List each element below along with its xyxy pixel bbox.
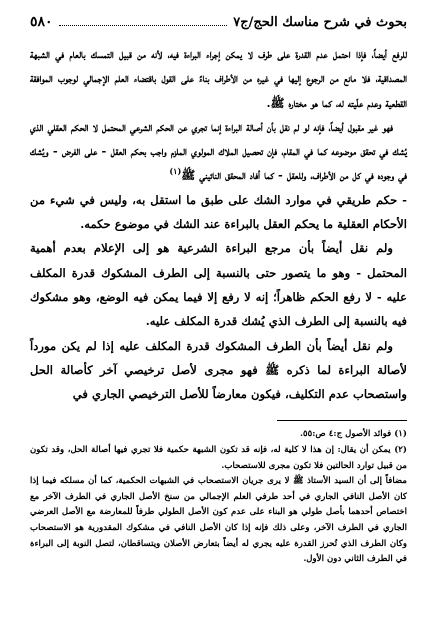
paragraph-5 [30, 334, 407, 407]
running-title: بحوث في شرح مناسك الحج/ج٧ [233, 15, 407, 30]
paragraph-4: ولم نقل أيضاً بأن مرجع البراءة الشرعية هو إلى الإعلام بعدم أهمية المحتمل - وهو ما يتصور حتى بالنسبة إلى الطرف المشكوك قدرة المكلف عليه - لا رفع الحكم ظاهراً؛ إنه لا رفع إلا فيما يمكن فيه الوضع، وهو مشكوك فيه بالنسبة إلى الطرف الذي يُشك قدرة المكلف عليه. [30, 241, 407, 329]
paragraph-5-text: ولم نقل أيضاً بأن الطرف المشكوك قدرة المكلف عليه إذا لم يكن مورداً لأصالة البراءة لما ذكره ﷺ فهو مجرى لأصل ترخيصي آخر كأصالة الحل واستصحاب عدم التكليف، فيكون معارضاً للأصل الترخيصي الجاري في [30, 338, 407, 402]
main-text [30, 42, 407, 406]
footnotes [30, 427, 407, 567]
footnote-1: (١) فوائد الأصول ج:٤ ص:٥٥. [300, 429, 407, 440]
paragraph-2-text: فهو غير مقبول أيضاً، فإنه لو لم نقل بأن أصالة البراءة إنما تجري عن الحكم الشرعي المحتمل لا الحكم العقلي الذي يُشك في تحقق موضوعه كما في المقام، فإن تحصيل الملاك المولوي الملزم واجب بحكم العقل - على الفرض - ويُشك في وجوده في كل من الأطراف، وللعقل - كما أفاد المحقق النائيني ﷺ [30, 119, 407, 183]
page-header [30, 14, 407, 34]
paragraph-3: - حكم طريقي في موارد الشك على طبق ما استقل به، وليس في شيء من الأحكام العقلية ما يحكم العقل بالبراءة عند الشك في موضوع حكمه. [30, 192, 407, 232]
paragraph-1: للرفع أيضاً، فإذا احتمل عدم القدرة على طرف لا يمكن إجراء البراءة فيه، لأنه من قبيل التمسك بالعام في الشبهة المصداقية، فلا مانع من الرجوع إليها في غيره من الأطراف بناءً على القول باقتضاء العلم الإجمالي لوجوب الموافقة القطعية وعدم علّيته له، كما هو مختاره ﷺ. [30, 47, 407, 110]
footnote-2: (٢) يمكن أن يقال: إن هذا لا كلية له، فإنه قد تكون الشبهة حكمية فلا تجري فيها أصالة الحل، وقد تكون من قبيل توارد الحالتين فلا تكون مجرى للاستصحاب. [30, 445, 407, 471]
paragraph-2 [30, 115, 407, 188]
footnote-marker-1[interactable]: (١) [169, 166, 182, 177]
footnote-separator [277, 420, 407, 421]
page-number: ٥٨٠ [30, 14, 53, 30]
footnote-2-continued: مضافاً إلى أن السيد الأستاذ ﷺ لا يرى جريان الاستصحاب في الشبهات الحكمية، كما أن مسلكه فيما إذا كان الأصل النافي الجاري في أحد طرفي العلم الإجمالي من سنخ الأصل الجاري في الطرف الآخر مع اختصاص أحدهما بأصل طولي هو البناء على عدم كون الأصل الطولي طرفاً للمعارضة مع الأصل العرضي الجاري في الطرف الآخر، وعلى ذلك فإنه إذا كان الأصل النافي في مشكوك المقدورية هو الاستصحاب وكان الطرف الذي تُحرز القدرة عليه يجري له أيضاً بتعارض الأصلان ويتساقطان، لتصل النوبة إلى البراءة في الطرف الثاني دون الأول. [30, 476, 407, 565]
header-dotted-leader [59, 25, 228, 26]
